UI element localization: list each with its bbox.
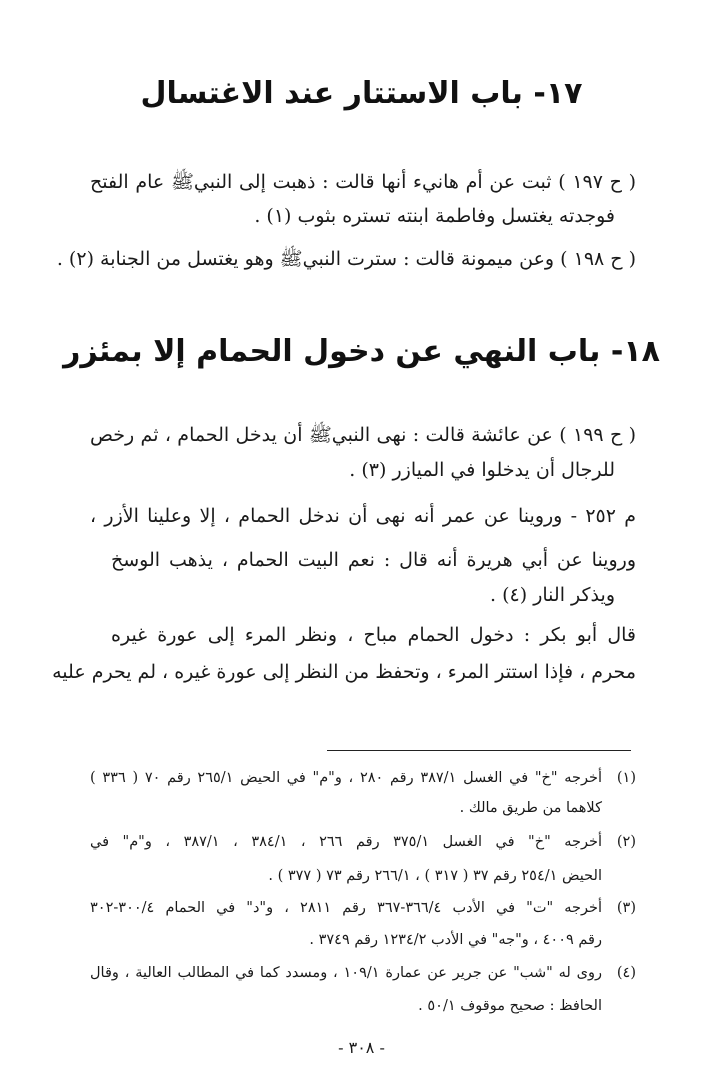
section-18-title: ١٨- باب النهي عن دخول الحمام إلا بمئزر	[63, 334, 660, 369]
footnote-3-text: أخرجه "ت" في الأدب ٣٦٦/٤-٣٦٧ رقم ٢٨١١ ، و"د" في الحمام ٣٠٠/٤-٣٠٢	[90, 900, 602, 916]
footnote-4-text: روى له "شب" عن جرير عن عمارة ١٠٩/١ ، ومسدد كما في المطالب العالية ، وقال	[90, 965, 602, 981]
footnote-4-number: (٤)	[616, 965, 636, 981]
mas-252-line-2: وروينا عن أبي هريرة أنه قال : نعم البيت الحمام ، يذهب الوسخ	[111, 549, 636, 571]
mas-252-line-1: م ٢٥٢ - وروينا عن عمر أنه نهى أن ندخل الحمام ، إلا وعلينا الأزر ،	[90, 505, 636, 527]
footnote-1-line-2: كلاهما من طريق مالك .	[459, 800, 602, 816]
footnote-2-number: (٢)	[616, 834, 637, 850]
footnote-1-line-1	[90, 766, 636, 790]
footnote-1-number: (١)	[616, 770, 636, 786]
hadith-199-line-1: ( ح ١٩٩ ) عن عائشة قالت : نهى النبيﷺ أن يدخل الحمام ، ثم رخص	[90, 424, 636, 446]
abu-bakr-line-2: محرم ، فإذا استتر المرء ، وتحفظ من النظر إلى عورة غيره ، لم يحرم عليه	[52, 661, 636, 683]
footnote-2-line-1	[90, 830, 636, 854]
footnote-3-line-2: رقم ٤٠٠٩ ، و"جه" في الأدب ١٢٣٤/٢ رقم ٣٧٤٩ .	[309, 932, 602, 948]
footnote-4-line-1	[90, 961, 636, 985]
footnote-2-text: أخرجه "خ" في الغسل ٣٧٥/١ رقم ٢٦٦ ، ٣٨٤/١ ، ٣٨٧/١ ، و"م" في	[90, 834, 603, 850]
footnote-3-line-1	[90, 896, 636, 920]
footnote-4-line-2: الحافظ : صحيح موقوف ٥٠/١ .	[418, 998, 602, 1014]
footnote-2-line-2: الحيض ٢٥٤/١ رقم ٣٧ ( ٣١٧ ) ، ٢٦٦/١ رقم ٧٣ ( ٣٧٧ ) .	[268, 868, 602, 884]
section-17-title: ١٧- باب الاستتار عند الاغتسال	[140, 76, 583, 111]
footnote-1-text: أخرجه "خ" في الغسل ٣٨٧/١ رقم ٢٨٠ ، و"م" في الحيض ٢٦٥/١ رقم ٧٠ ( ٣٣٦ )	[90, 770, 602, 786]
hadith-197-line-1: ( ح ١٩٧ ) ثبت عن أم هانيء أنها قالت : ذهبت إلى النبيﷺ عام الفتح	[90, 171, 637, 193]
hadith-198-line: ( ح ١٩٨ ) وعن ميمونة قالت : سترت النبيﷺ وهو يغتسل من الجنابة (٢) .	[56, 248, 636, 270]
mas-252-line-3: ويذكر النار (٤) .	[490, 584, 615, 606]
hadith-199-line-2: للرجال أن يدخلوا في الميازر (٣) .	[349, 459, 615, 481]
page-number: - ٣٠٨ -	[338, 1038, 385, 1057]
hadith-197-line-2: فوجدته يغتسل وفاطمة ابنته تستره بثوب (١) .	[254, 205, 615, 227]
footnote-3-number: (٣)	[616, 900, 636, 916]
footnote-separator	[327, 750, 631, 751]
abu-bakr-line-1: قال أبو بكر : دخول الحمام مباح ، ونظر المرء إلى عورة غيره	[111, 624, 636, 646]
